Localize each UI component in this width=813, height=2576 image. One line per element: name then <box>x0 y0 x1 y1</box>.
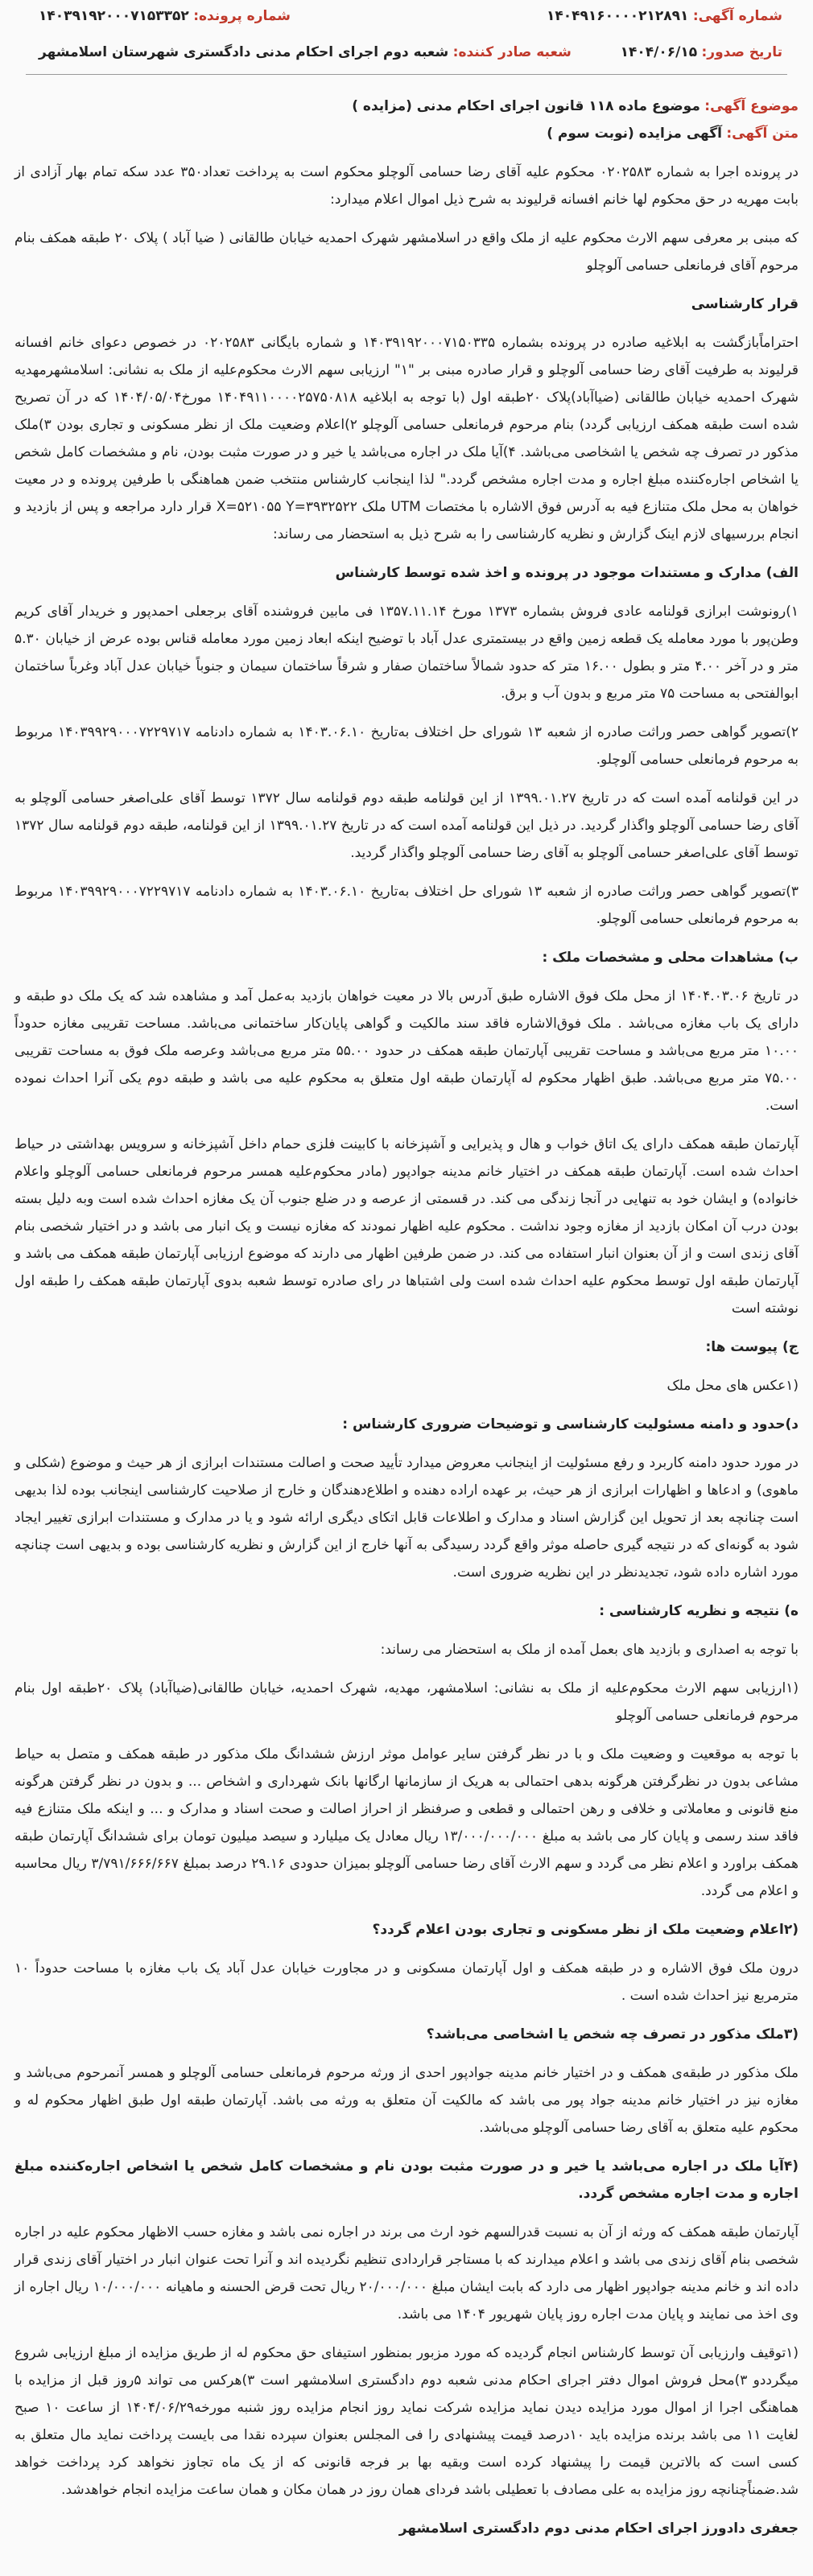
issue-date-value: ۱۴۰۴/۰۶/۱۵ <box>620 44 698 60</box>
paragraph: (۱عکس های محل ملک <box>666 1378 799 1394</box>
header-divider <box>26 74 787 75</box>
ad-number-label: شماره آگهی: <box>692 8 782 24</box>
paragraph: در این قولنامه آمده است که در تاریخ ۱۳۹۹.۰۱.۲۷ از این قولنامه طبقه دوم قولنامه سال ۱۳۷۲ توسط آقای علی‌اصغر حسامی آلوچلو به آقای رضا حسامی آلوچلو واگذار گردید. در ذیل این قولنامه آمده است که در تاریخ ۱۳۹۹.۰۱.۲۷ از این قولنامه، طبقه دوم قولنامه سال ۱۳۷۲ توسط آقای علی‌اصغر حسامی آلوچلو به آقای رضا حسامی آلوچلو واگذار گردید. <box>14 790 799 861</box>
paragraph: آپارتمان طبقه همکف دارای یک اتاق خواب و هال و پذیرایی و آشپزخانه با کابینت فلزی حمام داخل آشپزخانه و سرویس بهداشتی در حیاط احداث شده است. آپارتمان طبقه همکف در اختیار خانم مدینه جوادپور (مادر محکوم‌علیه همسر مرحوم فرمانعلی حسامی آلوچلو واعلام خانواده) و ایشان خود به تنهایی در آنجا زندگی می کند. در قسمتی از عرصه و در ضلع جنوب آن یک مغازه احداث شده است وبه دلیل بسته بودن درب آن امکان بازدید از مغازه وجود نداشت . محکوم علیه اظهار نمودند که مغازه نیست و یک انبار می باشد و در اختیار شخصی بنام آقای زندی است و از آن بعنوان انبار استفاده می کند. در ضمن طرفین اظهار می دارند که موضوع ارزیابی آپارتمان طبقه همکف می باشد و آپارتمان طبقه اول توسط محکوم علیه احداث شده است ولی اشتباها در رای صادره توسط شعبه بدوی آپارتمان طبقه همکف را طبقه اول نوشته است <box>14 1136 799 1317</box>
paragraph: آپارتمان طبقه همکف که ورثه از آن به نسبت قدرالسهم خود ارث می برند در اجاره نمی باشد و مغازه حسب الاظهار محکوم علیه در اجاره شخصی بنام آقای زندی می باشد و اعلام میدارند که با مستاجر قراردادی تنظیم نگردیده اند و آنرا تحت عنوان انبار در اختیار آقای زندی قرار داده اند و خانم مدینه جوادپور اظهار می دارد که بابت ایشان مبلغ ۲۰/۰۰۰/۰۰۰ ریال تحت قرض الحسنه و ماهیانه ۱۰/۰۰۰/۰۰۰ ریال اجاره از وی اخذ می نمایند و پایان مدت اجاره روز پایان شهریور ۱۴۰۴ می باشد. <box>14 2224 799 2323</box>
section-heading: د)حدود و دامنه مسئولیت کارشناسی و توضیحات ضروری کارشناس : <box>342 1416 799 1432</box>
paragraph: احتراماًبازگشت به ابلاغیه صادره در پرونده بشماره ۱۴۰۳۹۱۹۲۰۰۰۷۱۵۰۳۳۵ و شماره بایگانی ۰۲۰۲۵۸۳ در خصوص دعوای خانم افسانه قرلیوند به طرفیت آقای رضا حسامی آلوچلو و قرار صادره مبنی بر "۱" ارزیابی سهم الارث محکوم‌علیه از ملک به نشانی: اسلامشهرمهدیه شهرک احمدیه خیابان طالقانی (ضیاآباد)پلاک ۲۰طبقه اول (با توجه به ابلاغیه ۱۴۰۴۹۱۱۰۰۰۰۲۵۷۵۰۸۱۸ مورخ۱۴۰۴/۰۵/۰۴ که در آن تصریح شده است طبقه همکف ارزیابی گردد) بنام مرحوم فرمانعلی حسامی آلوچلو ۲)اعلام وضعیت ملک از نظر مسکونی و تجاری بودن ۳)ملک مذکور در تصرف چه شخص یا اشخاصی می‌باشد. ۴)آیا ملک در اجاره می‌باشد یا خیر و در صورت مثبت بودن، نام و مشخصات کامل شخص یا اشخاص اجاره‌کننده مبلغ اجاره و مدت اجاره مشخص گردد." لذا اینجانب کارشناس منتخب ضمن هماهنگی با طرفین پرونده و در معیت خواهان به محل ملک متنازع فیه به آدرس فوق الاشاره با مختصات UTM ملک X=۵۲۱۰۵۵ Y=۳۹۳۲۵۲۲ قرار دارد مراجعه و پس از بازدید و انجام بررسیهای لازم اینک گزارش و نظریه کارشناسی را به شرح ذیل به استحضار می رساند: <box>14 335 799 542</box>
paragraph: با توجه به اصداری و بازدید های بعمل آمده از ملک به استحضار می رساند: <box>380 1642 799 1658</box>
section-heading: ج) پیوست ها: <box>705 1339 799 1355</box>
ad-number-value: ۱۴۰۴۹۱۶۰۰۰۰۲۱۲۸۹۱ <box>547 8 689 24</box>
issue-date-label: تاریخ صدور: <box>701 44 782 60</box>
case-number-value: ۱۴۰۳۹۱۹۲۰۰۰۷۱۵۳۳۵۲ <box>39 8 189 24</box>
text-title: آگهی مزایده (نوبت سوم ) <box>547 126 722 142</box>
paragraph: ۳)تصویر گواهی حصر وراثت صادره از شعبه ۱۳ شورای حل اختلاف به‌تاریخ ۱۴۰۳.۰۶.۱۰ به شماره دادنامه ۱۴۰۳۹۹۲۹۰۰۰۷۲۲۹۷۱۷ مربوط به مرحوم فرمانعلی حسامی آلوچلو. <box>14 884 799 927</box>
paragraph: (۱ارزیابی سهم الارث محکوم‌علیه از ملک به نشانی: اسلامشهر، مهدیه، شهرک احمدیه، خیابان طالقانی(ضیاآباد) پلاک ۲۰طبقه اول بنام مرحوم فرمانعلی حسامی آلوچلو <box>14 1680 799 1724</box>
issuer-label: شعبه صادر کننده: <box>452 44 572 60</box>
question-heading: (۳ملک مذکور در تصرف چه شخص یا اشخاصی می‌باشد؟ <box>426 2026 799 2042</box>
issuer-value: شعبه دوم اجرای احکام مدنی دادگستری شهرستان اسلامشهر <box>39 44 449 60</box>
section-heading: الف) مدارک و مستندات موجود در پرونده و اخذ شده توسط کارشناس <box>335 565 799 581</box>
issue-date <box>621 44 782 60</box>
case-number-label: شماره پرونده: <box>193 8 291 24</box>
text-title-line <box>14 120 799 147</box>
issuer <box>39 44 572 60</box>
paragraph: ملک مذکور در طبقه‌ی همکف و در اختیار خانم مدینه جوادپور احدی از ورثه مرحوم فرمانعلی حسامی آلوچلو و همسر آنمرحوم می‌باشد و مغازه نیز در اختیار خانم مدینه جواد پور می باشد که مالکیت آن متعلق به ورثه می باشد. آپارتمان طبقه اول طبق اظهار محکوم له و محکوم علیه متعلق به آقای رضا حسامی آلوچلو می‌باشد. <box>14 2065 799 2136</box>
subject-line <box>14 93 799 120</box>
paragraph: درون ملک فوق الاشاره و در طبقه همکف و اول آپارتمان مسکونی و در مجاورت خیابان عدل آباد یک باب مغازه با مساحت حدوداً ۱۰ مترمربع نیز احداث شده است . <box>14 1960 799 2004</box>
paragraph: در تاریخ ۱۴۰۴.۰۳.۰۶ از محل ملک فوق الاشاره طبق آدرس بالا در معیت خواهان بازدید به‌عمل آمد و مشاهده شد که یک ملک دو طبقه و دارای یک باب مغازه می‌باشد . ملک فوق‌الاشاره فاقد سند مالکیت و گواهی پایان‌کار ساختمانی می‌باشد. مساحت تقریبی مغازه حدوداً ۱۰.۰۰ متر مربع می‌باشد و مساحت تقریبی آپارتمان طبقه همکف در حدود ۵۵.۰۰ متر مربع می‌باشد وعرصه ملک فوق به مساحت تقریبی ۷۵.۰۰ متر مربع می‌باشد. طبق اظهار محکوم له آپارتمان طبقه اول متعلق به محکوم علیه می باشد و طبقه دوم یکی آنرا احداث نموده است. <box>14 988 799 1114</box>
question-heading: (۴آیا ملک در اجاره می‌باشد یا خیر و در صورت مثبت بودن نام و مشخصات کامل شخص یا اشخاص اجاره‌کننده مبلغ اجاره و مدت اجاره مشخص گردد. <box>14 2158 799 2202</box>
paragraph: (۱توقیف وارزیابی آن توسط کارشناس انجام گردیده که مورد مزبور بمنظور استیفای حق محکوم له از طریق مزایده از مبلغ ارزیابی شروع میگرددو ۳)محل فروش اموال دفتر اجرای احکام مدنی شعبه دوم دادگستری اسلامشهر است ۳)هرکس می تواند ۵روز قبل از مزایده با هماهنگی اجرا از اموال مورد مزایده دیدن نماید مزایده شرکت نماید روز انجام مزایده روز شنبه مورخه۱۴۰۴/۰۶/۲۹ از ساعت ۱۰ صبح لغایت ۱۱ می باشد برنده مزایده باید ۱۰درصد قیمت پیشنهادی را فی المجلس بعنوان سپرده نقدا می بایست پرداخت نماید مال متعلق به کسی است که بالاترین قیمت را پیشنهاد کرده است وبقیه بها بر فرجه قانونی که از یک ماه تجاوز نخواهد کرد پرداخت خواهد شد.ضمناًچنانچه روز مزایده به علی مصادف با تعطیلی باشد فردای همان روز در همان مکان و همان ساعت مزایده انجام خواهدشد. <box>14 2345 799 2498</box>
paragraph: در پرونده اجرا به شماره ۰۲۰۲۵۸۳ محکوم علیه آقای رضا حسامی آلوچلو محکوم است به پرداخت تعداد۳۵۰ عدد سکه تمام بهار آزادی از بابت مهریه در حق محکوم لها خانم افسانه قرلیوند به شرح ذیل اموال اعلام میدارد: <box>14 164 799 208</box>
notice-body <box>14 159 799 2542</box>
notice-header <box>14 0 799 93</box>
case-number <box>39 8 291 24</box>
ad-number <box>547 8 782 24</box>
section-heading: ب) مشاهدات محلی و مشخصات ملک : <box>542 950 799 966</box>
paragraph: با توجه به موقعیت و وضعیت ملک و با در نظر گرفتن سایر عوامل موثر ارزش ششدانگ ملک مذکور در طبقه همکف و متصل به حیاط مشاعی بدون در نظرگرفتن هرگونه بدهی احتمالی به هریک از سازمانها ارگانها بانک شهرداری و اشخاص ... و بدون در نظر گرفتن هرگونه منع قانونی و معاملاتی و خلافی و رهن احتمالی و قطعی و صرفنظر از احراز اصالت و صحت اسناد و مدارک و ... و اینکه ملک متنازع فیه فاقد سند رسمی و پایان کار می باشد به مبلغ ۱۳/۰۰۰/۰۰۰/۰۰۰ ریال معادل یک میلیارد و سیصد میلیون تومان برای ششدانگ آپارتمان طبقه همکف براورد و اعلام نظر می گردد و سهم الارث آقای رضا حسامی آلوچلو بمیزان حدودی ۲۹.۱۶ درصد بمبلغ ۳/۷۹۱/۶۶۶/۶۶۷ ریال محاسبه و اعلام می گردد. <box>14 1746 799 1899</box>
section-heading: ه) نتیجه و نظریه کارشناسی : <box>599 1603 799 1619</box>
notice-meta <box>14 93 799 147</box>
section-heading: قرار کارشناسی <box>691 296 799 312</box>
paragraph: ۱)رونوشت ابرازی قولنامه عادی فروش بشماره ۱۳۷۳ مورخ ۱۳۵۷.۱۱.۱۴ فی مابین فروشنده آقای برجعلی احمدپور و خریدار آقای کریم وطن‌پور با مورد معامله یک قطعه زمین واقع در بیستمتری عدل آباد با توضیح اینکه ابعاد زمین مورد معامله قناس بوده عرض از خیابان ۵.۳۰ متر و در آخر ۴.۰۰ متر و بطول ۱۶.۰۰ متر که حدود شمالاً ساختمان صفار و شرقاً ساختمان سیمان و جنوباً خیابان عدل آباد وغرباً ساختمان ابوالفتحی به مساحت ۷۵ متر مربع و بدون آب و برق. <box>14 604 799 702</box>
paragraph: ۲)تصویر گواهی حصر وراثت صادره از شعبه ۱۳ شورای حل اختلاف به‌تاریخ ۱۴۰۳.۰۶.۱۰ به شماره دادنامه ۱۴۰۳۹۹۲۹۰۰۰۷۲۲۹۷۱۷ مربوط به مرحوم فرمانعلی حسامی آلوچلو. <box>14 724 799 768</box>
question-heading: (۲اعلام وضعیت ملک از نظر مسکونی و تجاری بودن اعلام گردد؟ <box>372 1922 799 1938</box>
subject-label: موضوع آگهی: <box>704 98 799 114</box>
subject-value: موضوع ماده ۱۱۸ قانون اجرای احکام مدنی (مزایده ) <box>352 98 700 114</box>
paragraph: که مبنی بر معرفی سهم الارث محکوم علیه از ملک واقع در اسلامشهر شهرک احمدیه خیابان طالقانی ( ضیا آباد ) پلاک ۲۰ طبقه همکف بنام مرحوم آقای فرمانعلی حسامی آلوچلو <box>14 230 799 274</box>
paragraph: در مورد حدود دامنه کاربرد و رفع مسئولیت از اینجانب معروض میدارد تأیید صحت و اصالت مستندات ابرازی از هر حیث و موضوع (شکلی و ماهوی) و ادعاها و اظهارات ابرازی از هر حیث، بر عهده اراده دهنده و اطلاع‌دهندگان و خارج از صلاحیت کارشناسی اینجانب بوده لذا بدیهی است چنانچه بعد از تحویل این گزارش اسناد و مدارک و اطلاعات قابل اتکای دیگری ارائه شود و یا در مدارک و مستندات ابرازی تغییر ایجاد شود به گونه‌ای که در نتیجه گیری حاصله موثر واقع گردد رسیدگی به آنها خارج از این گزارش و نظریه کارشناسی بوده و بدیهی است چنانچه مورد اشاره داده شود، تجدیدنظر در این نظریه ضروری است. <box>14 1455 799 1581</box>
signature: جعفری دادورز اجرای احکام مدنی دوم دادگستری اسلامشهر <box>398 2520 799 2537</box>
text-label: متن آگهی: <box>726 126 799 142</box>
